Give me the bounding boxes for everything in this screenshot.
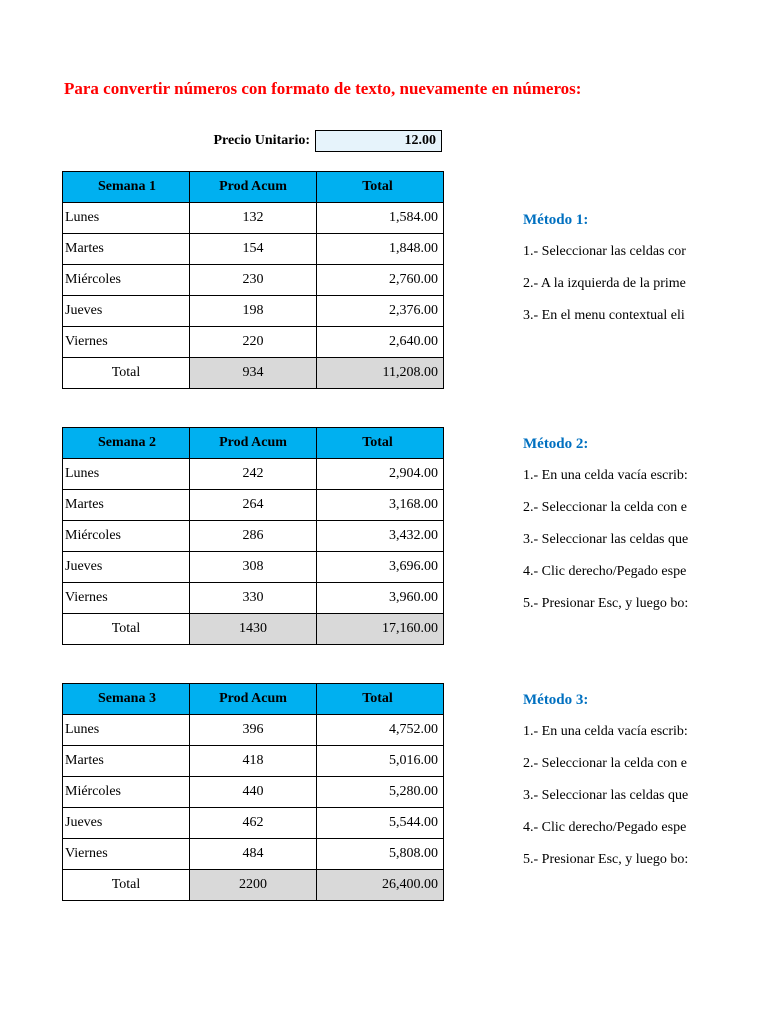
unit-price-label: Precio Unitario: [213,133,310,148]
table-header-row [63,172,444,203]
table-row [63,808,444,839]
day-cell[interactable]: Lunes [63,203,190,234]
table-row [63,490,444,521]
total-cell[interactable]: 3,432.00 [317,521,444,552]
method-3-panel [523,684,768,876]
table-row [63,521,444,552]
total-cell[interactable]: 5,808.00 [317,839,444,870]
total-prod-cell[interactable]: 1430 [190,614,317,645]
total-cell[interactable]: 1,584.00 [317,203,444,234]
method-step: 5.- Presionar Esc, y luego bo: [523,852,689,867]
prod-cell[interactable]: 220 [190,327,317,358]
method-1-title: Método 1: [523,212,589,228]
prod-cell[interactable]: 132 [190,203,317,234]
prod-cell[interactable]: 330 [190,583,317,614]
total-prod-cell[interactable]: 934 [190,358,317,389]
table-row [63,459,444,490]
table-row [63,265,444,296]
table-row [63,746,444,777]
table-row [63,203,444,234]
prod-cell[interactable]: 154 [190,234,317,265]
prod-cell[interactable]: 418 [190,746,317,777]
total-cell[interactable]: 5,280.00 [317,777,444,808]
prod-cell[interactable]: 264 [190,490,317,521]
header-week[interactable]: Semana 1 [63,172,190,203]
method-step: 2.- Seleccionar la celda con e [523,500,688,515]
table-row [63,552,444,583]
total-cell[interactable]: 3,960.00 [317,583,444,614]
table-row [63,777,444,808]
total-sum-cell[interactable]: 17,160.00 [317,614,444,645]
day-cell[interactable]: Viernes [63,327,190,358]
method-1-panel [523,204,768,332]
table-header-row [63,684,444,715]
total-cell[interactable]: 4,752.00 [317,715,444,746]
table-row [63,296,444,327]
total-cell[interactable]: 5,016.00 [317,746,444,777]
total-row [63,870,444,901]
day-cell[interactable]: Viernes [63,583,190,614]
week-2-table [62,427,444,645]
method-step: 1.- En una celda vacía escrib: [523,468,688,483]
prod-cell[interactable]: 308 [190,552,317,583]
day-cell[interactable]: Miércoles [63,265,190,296]
week-1-table [62,171,444,389]
prod-cell[interactable]: 242 [190,459,317,490]
method-step: 4.- Clic derecho/Pegado espe [523,564,687,579]
total-cell[interactable]: 2,760.00 [317,265,444,296]
method-3-title: Método 3: [523,692,589,708]
total-row [63,358,444,389]
day-cell[interactable]: Martes [63,234,190,265]
method-step: 3.- Seleccionar las celdas que [523,788,689,803]
method-step: 1.- Seleccionar las celdas cor [523,244,686,259]
total-sum-cell[interactable]: 11,208.00 [317,358,444,389]
total-cell[interactable]: 1,848.00 [317,234,444,265]
prod-cell[interactable]: 440 [190,777,317,808]
day-cell[interactable]: Lunes [63,459,190,490]
method-step: 1.- En una celda vacía escrib: [523,724,688,739]
total-row [63,614,444,645]
prod-cell[interactable]: 198 [190,296,317,327]
total-label-cell[interactable]: Total [63,358,190,389]
table-header-row [63,428,444,459]
total-cell[interactable]: 2,904.00 [317,459,444,490]
total-sum-cell[interactable]: 26,400.00 [317,870,444,901]
day-cell[interactable]: Viernes [63,839,190,870]
day-cell[interactable]: Martes [63,746,190,777]
header-prod-acum[interactable]: Prod Acum [190,428,317,459]
header-week[interactable]: Semana 3 [63,684,190,715]
method-2-panel [523,428,768,620]
total-cell[interactable]: 5,544.00 [317,808,444,839]
prod-cell[interactable]: 396 [190,715,317,746]
day-cell[interactable]: Jueves [63,296,190,327]
method-step: 2.- A la izquierda de la prime [523,276,686,291]
prod-cell[interactable]: 286 [190,521,317,552]
table-row [63,583,444,614]
unit-price-cell[interactable]: 12.00 [315,130,442,152]
table-row [63,327,444,358]
method-step: 3.- En el menu contextual eli [523,308,685,323]
total-cell[interactable]: 3,168.00 [317,490,444,521]
header-total[interactable]: Total [317,172,444,203]
total-label-cell[interactable]: Total [63,614,190,645]
day-cell[interactable]: Miércoles [63,521,190,552]
total-cell[interactable]: 2,376.00 [317,296,444,327]
total-cell[interactable]: 3,696.00 [317,552,444,583]
prod-cell[interactable]: 484 [190,839,317,870]
day-cell[interactable]: Jueves [63,552,190,583]
total-cell[interactable]: 2,640.00 [317,327,444,358]
day-cell[interactable]: Jueves [63,808,190,839]
total-label-cell[interactable]: Total [63,870,190,901]
method-step: 4.- Clic derecho/Pegado espe [523,820,687,835]
prod-cell[interactable]: 462 [190,808,317,839]
table-row [63,839,444,870]
header-prod-acum[interactable]: Prod Acum [190,684,317,715]
page-title: Para convertir números con formato de texto, nuevamente en números: [64,79,582,98]
prod-cell[interactable]: 230 [190,265,317,296]
header-total[interactable]: Total [317,684,444,715]
header-week[interactable]: Semana 2 [63,428,190,459]
day-cell[interactable]: Miércoles [63,777,190,808]
header-total[interactable]: Total [317,428,444,459]
table-row [63,234,444,265]
method-step: 2.- Seleccionar la celda con e [523,756,688,771]
day-cell[interactable]: Martes [63,490,190,521]
total-prod-cell[interactable]: 2200 [190,870,317,901]
header-prod-acum[interactable]: Prod Acum [190,172,317,203]
day-cell[interactable]: Lunes [63,715,190,746]
method-step: 5.- Presionar Esc, y luego bo: [523,596,689,611]
method-2-title: Método 2: [523,436,589,452]
method-step: 3.- Seleccionar las celdas que [523,532,689,547]
table-row [63,715,444,746]
week-3-table [62,683,444,901]
